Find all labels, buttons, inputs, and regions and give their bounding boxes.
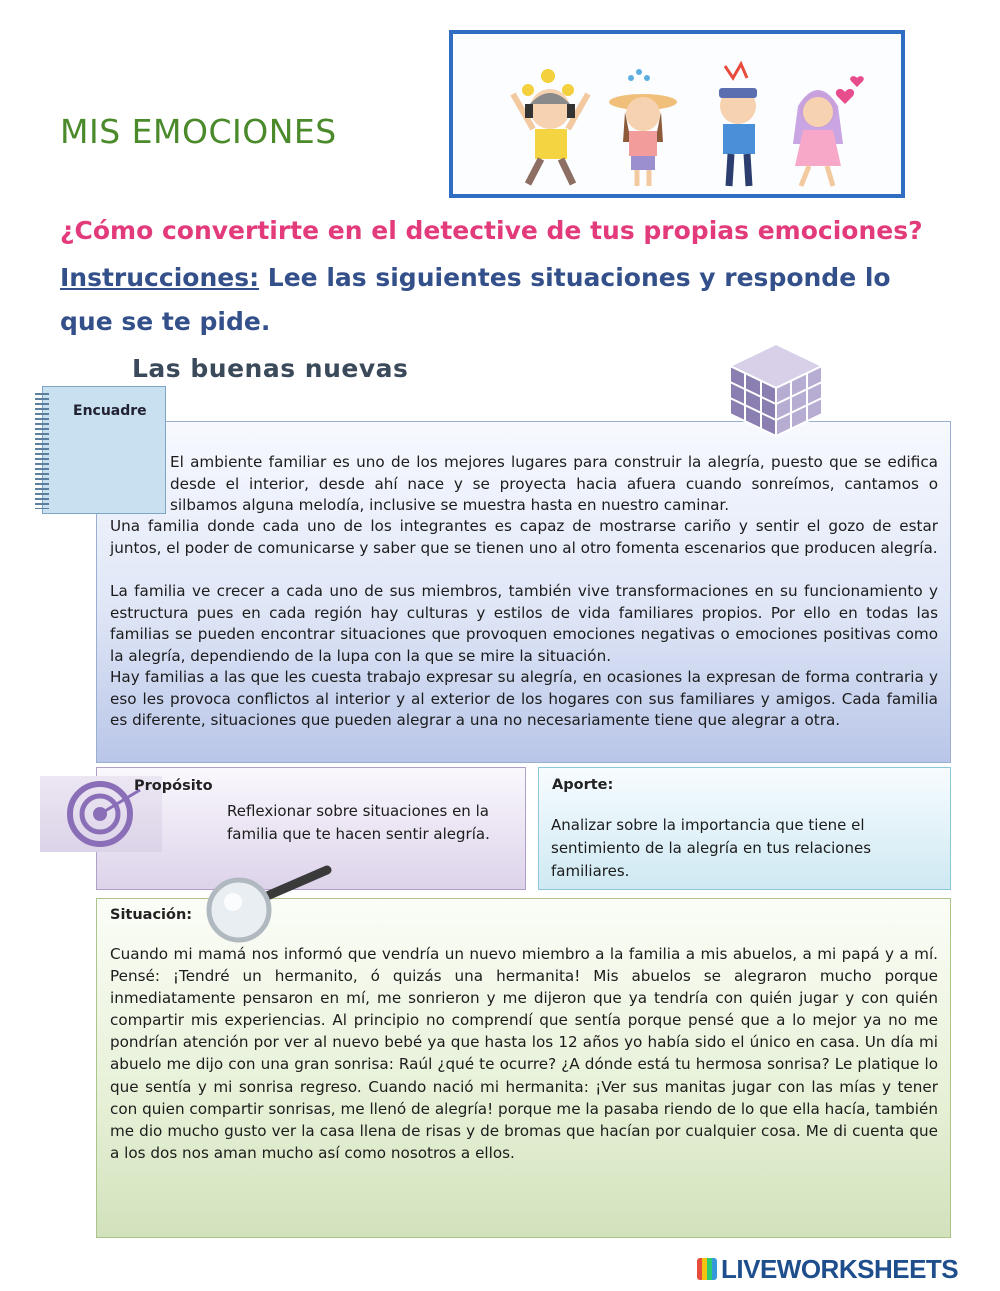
instructions-label: Instrucciones: [60, 263, 260, 292]
brand-text: LIVEWORKSHEETS [721, 1254, 959, 1284]
encuadre-paragraph: La familia ve crecer a cada uno de sus miembros, también vive transformaciones en su funcionamiento y estructura pues en cada región hay culturas y estilos de vida familiares propios. Por ello en todas las familias se pueden encontrar situaciones que provoquen emociones negativas o emociones positivas como la alegría, dependiendo de la lupa con la que se mire la situación. [110, 582, 938, 665]
encuadre-tab [42, 386, 166, 514]
page-title: MIS EMOCIONES [60, 112, 337, 151]
happy-child-icon [513, 69, 588, 184]
angry-child-icon [719, 64, 757, 186]
sad-child-icon [609, 69, 677, 186]
aporte-text: Analizar sobre la importancia que tiene el sentimiento de la alegría en tus relaciones familiares. [551, 816, 872, 880]
guiding-question: ¿Cómo convertirte en el detective de tus propias emociones? [60, 216, 923, 245]
spiral-binding-icon [35, 393, 49, 509]
emotions-illustration [449, 30, 905, 198]
section-title: Las buenas nuevas [132, 354, 409, 383]
liveworksheets-logo [697, 1254, 958, 1285]
love-child-icon [793, 76, 864, 186]
brand-mark-icon [697, 1258, 717, 1280]
situacion-text: Cuando mi mamá nos informó que vendría un nuevo miembro a la familia a mis abuelos, a mi papá y a mí. Pensé: ¡Tendré un hermanito, ó quizás una hermanita! Mis abuelos se alegraron mucho porque inmediatamente pensaron en mí, me sonrieron y me dijeron que ya tendría con quién jugar y con quién compartir mis experiencias. Al principio no comprendí que sentía porque pensé que a lo mejor ya no me pondrían atención por ver al nuevo bebé ya que hasta los 12 años yo había sido el único en casa. Un día mi abuelo me dijo con una gran sonrisa: Raúl ¿qué te ocurre? ¿A dónde está tu hermosa sonrisa? Le platique lo que sentía y mi sonrisa regreso. Cuando nació mi hermanita: ¡Ver sus manitas jugar con las mías y tener con quien compartir sonrisas, me llenó de alegría! porque me la pasaba riendo de lo que ella hacía, también me dio mucho gusto ver la casa llena de risas y de bromas que hacían por cualquier cosa. Me di cuenta que a los dos nos aman mucho así como nosotros a ellos. [110, 945, 938, 1162]
encuadre-paragraph: Una familia donde cada uno de los integrantes es capaz de mostrarse cariño y sentir el gozo de estar juntos, el poder de comunicarse y saber que se tienen uno al otro fomenta escenarios que producen alegría. [110, 517, 938, 557]
situacion-label: Situación: [110, 907, 193, 923]
cube-icon [722, 340, 830, 440]
proposito-label: Propósito [134, 778, 213, 794]
proposito-text: Reflexionar sobre situaciones en la familia que te hacen sentir alegría. [227, 802, 490, 843]
encuadre-paragraph: Hay familias a las que les cuesta trabajo expresar su alegría, en ocasiones la expresan de forma contraria y eso les provoca conflictos al interior y al exterior de los hogares con sus familiares y amigos. Cada familia es diferente, situaciones que pueden alegrar a una no necesariamente tiene que alegrar a otra. [110, 668, 938, 730]
instructions-text: Lee las siguientes situaciones y responde lo que se te pide. [60, 263, 891, 336]
magnifier-icon [205, 862, 335, 948]
children-emotions-drawing [453, 34, 901, 194]
encuadre-intro: El ambiente familiar es uno de los mejores lugares para construir la alegría, puesto que se edifica desde el interior, desde ahí nace y se proyecta hacia afuera cuando sonreímos, cantamos o silbamos alguna melodía, inclusive se muestra hasta en nuestro caminar. [170, 453, 938, 515]
encuadre-label: Encuadre [73, 403, 147, 419]
instructions [60, 256, 940, 344]
aporte-label: Aporte: [552, 777, 614, 793]
